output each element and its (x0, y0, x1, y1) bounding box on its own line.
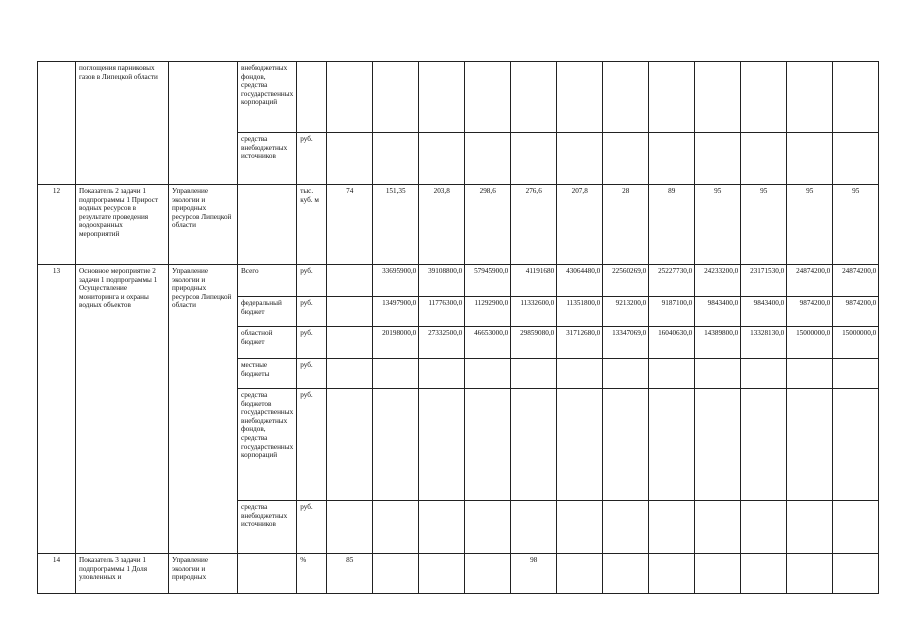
row-number-cell: 13 (38, 265, 76, 554)
value-cell: 46653000,0 (465, 327, 511, 359)
value-cell: 11776300,0 (419, 297, 465, 327)
value-cell: 13347069,0 (603, 327, 649, 359)
value-cell: 43064480,0 (557, 265, 603, 297)
value-cell: 95 (695, 185, 741, 265)
value-cell: 23171530,0 (741, 265, 787, 297)
funding-source-cell: Всего (238, 265, 297, 297)
row-number-cell: 12 (38, 185, 76, 265)
base-value-cell: 74 (327, 185, 373, 265)
funding-source-cell: федеральный бюджет (238, 297, 297, 327)
unit-cell: тыс. куб. м (297, 185, 327, 265)
unit-cell: руб. (297, 389, 327, 501)
value-cell: 151,35 (373, 185, 419, 265)
unit-cell: руб. (297, 133, 327, 185)
executor-cell: Управление экологии и природных ресурсов Липецкой области (169, 265, 238, 554)
executor-cell: Управление экологии и природных (169, 554, 238, 594)
value-cell: 95 (833, 185, 879, 265)
measure-name-cell: Основное мероприятие 2 задачи 1 подпрограммы 1 Осуществление мониторинга и охраны водных объектов (76, 265, 169, 554)
measure-name-cell: Показатель 3 задачи 1 подпрограммы 1 Доля уловленных и (76, 554, 169, 594)
value-cell: 24874200,0 (833, 265, 879, 297)
value-cell: 22560269,0 (603, 265, 649, 297)
row-number-cell: 14 (38, 554, 76, 594)
funding-source-cell: областной бюджет (238, 327, 297, 359)
value-cell: 298,6 (465, 185, 511, 265)
value-cell: 14389800,0 (695, 327, 741, 359)
value-cell: 203,8 (419, 185, 465, 265)
unit-cell: руб. (297, 501, 327, 554)
table-row (38, 554, 879, 594)
value-cell: 24874200,0 (787, 265, 833, 297)
value-cell: 11292900,0 (465, 297, 511, 327)
value-cell: 15000000,0 (833, 327, 879, 359)
table-row (38, 265, 879, 297)
value-cell: 28 (603, 185, 649, 265)
unit-cell: % (297, 554, 327, 594)
base-value-cell: 85 (327, 554, 373, 594)
value-cell: 9213200,0 (603, 297, 649, 327)
value-cell: 39108800,0 (419, 265, 465, 297)
value-cell: 31712680,0 (557, 327, 603, 359)
value-cell: 16040630,0 (649, 327, 695, 359)
value-cell: 276,6 (511, 185, 557, 265)
unit-cell: руб. (297, 359, 327, 389)
unit-cell: руб. (297, 297, 327, 327)
value-cell: 89 (649, 185, 695, 265)
value-cell: 13497900,0 (373, 297, 419, 327)
value-cell: 29859080,0 (511, 327, 557, 359)
value-cell: 9874200,0 (833, 297, 879, 327)
table-row (38, 185, 879, 265)
value-cell: 15000000,0 (787, 327, 833, 359)
funding-source-cell: средства бюджетов государственных внебюджетных фондов, средства государственных корпораций (238, 389, 297, 501)
funding-source-cell: средства внебюджетных источников (238, 133, 297, 185)
value-cell: 95 (741, 185, 787, 265)
value-cell: 13328130,0 (741, 327, 787, 359)
value-cell: 9187100,0 (649, 297, 695, 327)
value-cell: 25227730,0 (649, 265, 695, 297)
row-number-cell (38, 62, 76, 185)
value-cell: 27332500,0 (419, 327, 465, 359)
unit-cell: руб. (297, 265, 327, 297)
value-cell: 24233200,0 (695, 265, 741, 297)
unit-cell: руб. (297, 327, 327, 359)
funding-source-cell: внебюджетных фондов, средства государственных корпораций (238, 62, 297, 133)
measure-name-cell: поглощения парниковых газов в Липецкой области (76, 62, 169, 185)
measure-name-cell: Показатель 2 задачи 1 подпрограммы 1 Прирост водных ресурсов в результате проведения водоохранных мероприятий (76, 185, 169, 265)
value-cell: 20198000,0 (373, 327, 419, 359)
executor-cell: Управление экологии и природных ресурсов Липецкой области (169, 185, 238, 265)
value-cell: 57945900,0 (465, 265, 511, 297)
program-table (37, 61, 879, 594)
value-cell: 41191680 (511, 265, 557, 297)
value-cell: 9843400,0 (695, 297, 741, 327)
executor-cell (169, 62, 238, 185)
value-cell: 95 (787, 185, 833, 265)
funding-source-cell: средства внебюджетных источников (238, 501, 297, 554)
value-cell: 98 (511, 554, 557, 594)
value-cell: 11332600,0 (511, 297, 557, 327)
value-cell: 9843400,0 (741, 297, 787, 327)
value-cell: 33695900,0 (373, 265, 419, 297)
table-row (38, 62, 879, 133)
value-cell: 9874200,0 (787, 297, 833, 327)
funding-source-cell: местные бюджеты (238, 359, 297, 389)
value-cell: 11351800,0 (557, 297, 603, 327)
value-cell: 207,8 (557, 185, 603, 265)
